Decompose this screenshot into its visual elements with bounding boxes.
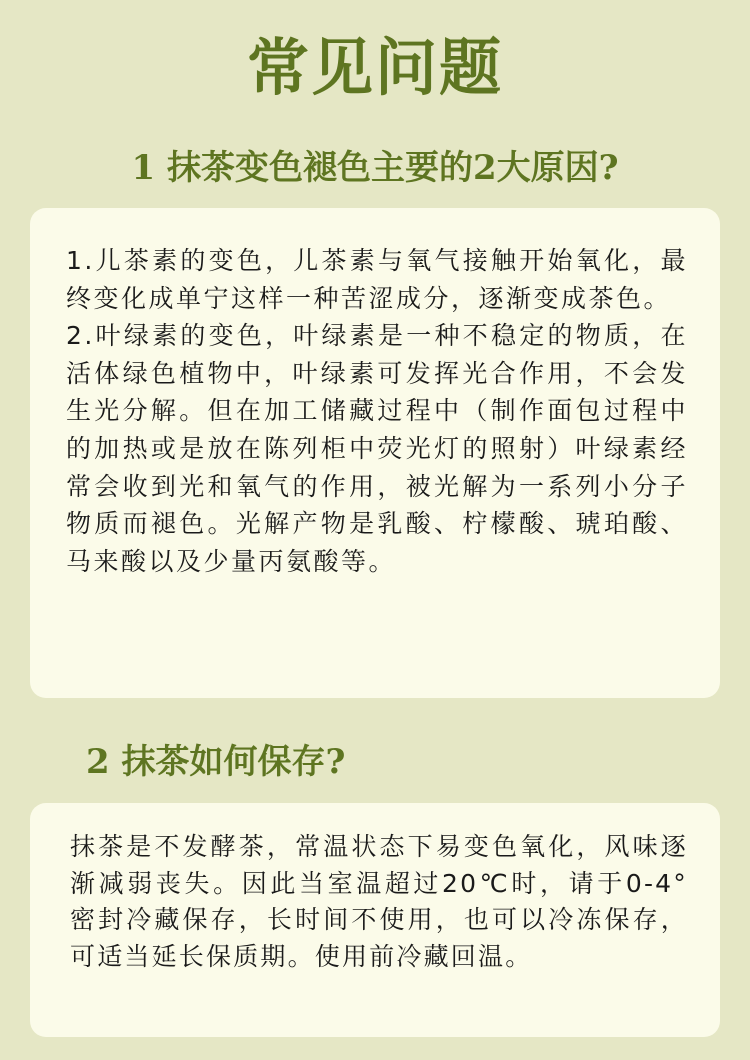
answer-1-paragraph-2: 2.叶绿素的变色，叶绿素是一种不稳定的物质，在活体绿色植物中，叶绿素可发挥光合作用，不会发生光分解。但在加工储藏过程中（制作面包过程中的加热或是放在陈列柜中荧光灯的照射）叶绿素经常会收到光和氧气的作用，被光解为一系列小分子物质而褪色。光解产物是乳酸、柠檬酸、琥珀酸、马来酸以及少量丙氨酸等。: [66, 321, 688, 576]
answer-2-paragraph-1: 抹茶是不发酵茶，常温状态下易变色氧化，风味逐渐减弱丧失。因此当室温超过20℃时，请于0-4°密封冷藏保存，长时间不使用，也可以冷冻保存，可适当延长保质期。使用前冷藏回温。: [70, 832, 688, 971]
answer-1-paragraph-1: 1.儿茶素的变色，儿茶素与氧气接触开始氧化，最终变化成单宁这样一种苦涩成分，逐渐变成茶色。: [66, 246, 688, 313]
question-1-heading: 1 抹茶变色褪色主要的2大原因?: [131, 148, 619, 188]
answer-1-card: [30, 208, 720, 698]
answer-2-card: [30, 803, 720, 1037]
page-title: 常见问题: [246, 31, 503, 104]
question-2-heading: 2 抹茶如何保存?: [86, 742, 346, 782]
